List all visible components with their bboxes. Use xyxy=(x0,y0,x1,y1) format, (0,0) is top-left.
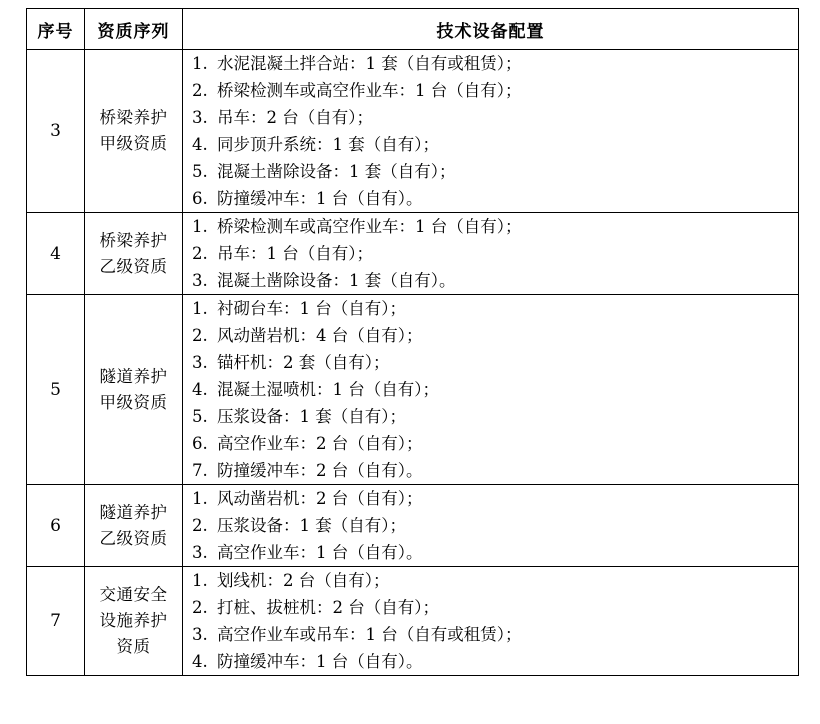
equipment-item: 7. 防撞缓冲车：2 台（自有）。 xyxy=(213,457,798,484)
row-equipment-list xyxy=(183,295,799,485)
equipment-item: 2. 吊车：1 台（自有）； xyxy=(213,240,798,267)
category-line: 隧道养护 xyxy=(99,502,168,522)
equipment-item: 3. 吊车：2 台（自有）； xyxy=(213,104,798,131)
table-header xyxy=(27,9,799,50)
table-row xyxy=(27,295,799,485)
category-line: 乙级资质 xyxy=(99,528,168,548)
row-qualification-category xyxy=(85,485,183,567)
equipment-item: 3. 锚杆机：2 套（自有）； xyxy=(213,349,798,376)
equipment-item: 4. 混凝土湿喷机：1 台（自有）； xyxy=(213,376,798,403)
equipment-ordered-list xyxy=(183,213,798,294)
category-line: 桥梁养护 xyxy=(99,108,168,127)
row-equipment-list xyxy=(183,213,799,295)
equipment-item: 2. 压浆设备：1 套（自有）； xyxy=(213,512,798,539)
row-qualification-category xyxy=(85,567,183,676)
equipment-item: 5. 压浆设备：1 套（自有）； xyxy=(213,403,798,430)
equipment-item: 1. 桥梁检测车或高空作业车：1 台（自有）； xyxy=(213,213,798,240)
category-line: 设施养护 xyxy=(99,611,168,630)
category-line: 桥梁养护 xyxy=(99,230,168,250)
row-sequence-number: 5 xyxy=(27,295,85,485)
row-equipment-list xyxy=(183,567,799,676)
category-line: 交通安全 xyxy=(99,585,168,604)
table-body xyxy=(27,50,799,676)
column-header-equipment: 技术设备配置 xyxy=(183,9,799,50)
equipment-item: 5. 混凝土凿除设备：1 套（自有）； xyxy=(213,158,798,185)
equipment-item: 4. 防撞缓冲车：1 台（自有）。 xyxy=(213,648,798,675)
table-header-row xyxy=(27,9,799,50)
category-line: 甲级资质 xyxy=(99,134,168,153)
equipment-item: 3. 高空作业车：1 台（自有）。 xyxy=(213,539,798,566)
row-equipment-list xyxy=(183,50,799,213)
equipment-item: 1. 水泥混凝土拌合站：1 套（自有或租赁）； xyxy=(213,50,798,77)
row-equipment-list xyxy=(183,485,799,567)
equipment-ordered-list xyxy=(183,567,798,675)
table-row xyxy=(27,485,799,567)
table-row xyxy=(27,567,799,676)
table-row xyxy=(27,213,799,295)
equipment-ordered-list xyxy=(183,295,798,484)
equipment-item: 2. 打桩、拔桩机：2 台（自有）； xyxy=(213,594,798,621)
equipment-item: 3. 混凝土凿除设备：1 套（自有）。 xyxy=(213,267,798,294)
equipment-item: 3. 高空作业车或吊车：1 台（自有或租赁）； xyxy=(213,621,798,648)
row-qualification-category xyxy=(85,50,183,213)
equipment-ordered-list xyxy=(183,50,798,212)
column-header-qualification: 资质序列 xyxy=(85,9,183,50)
row-sequence-number: 6 xyxy=(27,485,85,567)
qualification-equipment-table xyxy=(26,8,799,676)
equipment-item: 6. 高空作业车：2 台（自有）； xyxy=(213,430,798,457)
category-line: 资质 xyxy=(116,637,151,656)
row-sequence-number: 3 xyxy=(27,50,85,213)
category-line: 隧道养护 xyxy=(99,366,168,386)
row-sequence-number: 7 xyxy=(27,567,85,676)
equipment-item: 1. 风动凿岩机：2 台（自有）； xyxy=(213,485,798,512)
equipment-item: 1. 衬砌台车：1 台（自有）； xyxy=(213,295,798,322)
column-header-sequence: 序号 xyxy=(27,9,85,50)
equipment-ordered-list xyxy=(183,485,798,566)
equipment-item: 1. 划线机：2 台（自有）； xyxy=(213,567,798,594)
table-row xyxy=(27,50,799,213)
category-line: 乙级资质 xyxy=(99,256,168,276)
category-line: 甲级资质 xyxy=(99,392,168,412)
row-qualification-category xyxy=(85,213,183,295)
row-qualification-category xyxy=(85,295,183,485)
equipment-item: 4. 同步顶升系统：1 套（自有）； xyxy=(213,131,798,158)
equipment-item: 2. 桥梁检测车或高空作业车：1 台（自有）； xyxy=(213,77,798,104)
equipment-item: 6. 防撞缓冲车：1 台（自有）。 xyxy=(213,185,798,212)
row-sequence-number: 4 xyxy=(27,213,85,295)
equipment-item: 2. 风动凿岩机：4 台（自有）； xyxy=(213,322,798,349)
